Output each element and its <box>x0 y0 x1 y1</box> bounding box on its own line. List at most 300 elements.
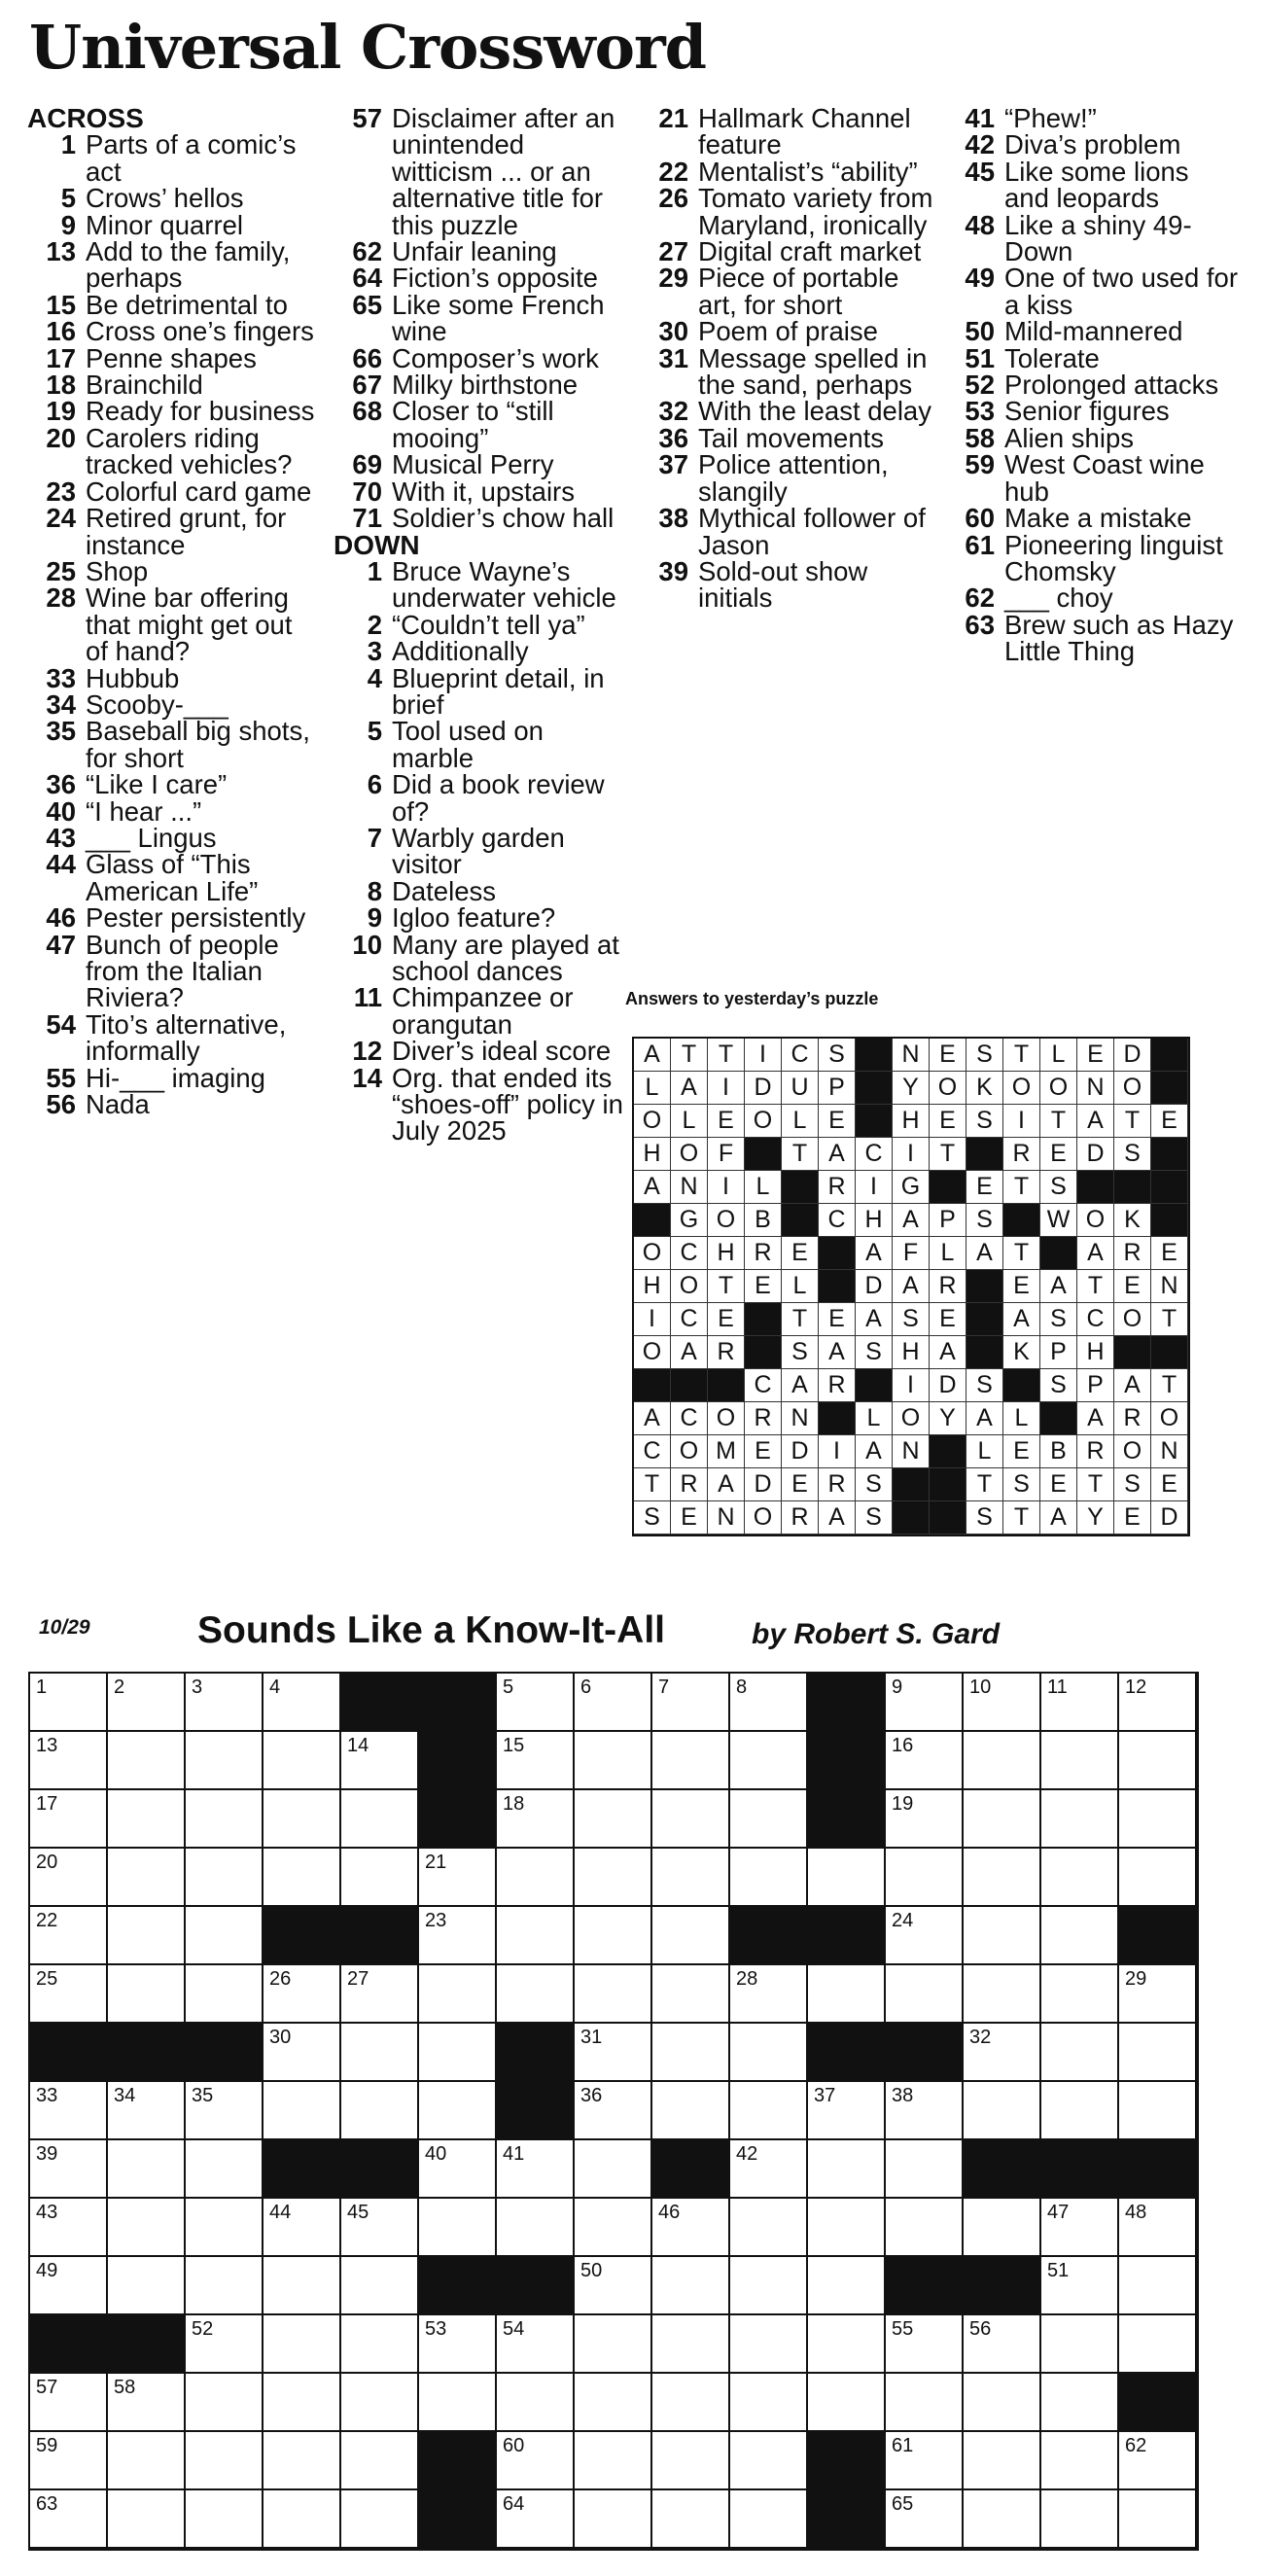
grid-cell[interactable] <box>186 1790 264 1849</box>
grid-cell[interactable] <box>808 2199 886 2257</box>
answer-block <box>819 1237 856 1270</box>
grid-cell[interactable] <box>264 2315 341 2374</box>
grid-cell[interactable] <box>964 1907 1041 1965</box>
grid-cell[interactable] <box>652 2315 730 2374</box>
grid-cell[interactable] <box>186 2257 264 2315</box>
grid-cell[interactable] <box>730 2490 808 2549</box>
grid-cell[interactable] <box>419 2140 497 2199</box>
grid-cell[interactable] <box>30 2082 108 2140</box>
grid-cell[interactable] <box>1119 2490 1197 2549</box>
grid-cell[interactable] <box>1041 1965 1119 2024</box>
grid-cell[interactable] <box>886 1965 964 2024</box>
cell-number: 36 <box>580 2085 603 2106</box>
clue-item <box>946 105 1238 131</box>
grid-cell[interactable] <box>341 2315 419 2374</box>
grid-cell[interactable] <box>1119 2024 1197 2082</box>
grid-cell[interactable] <box>1119 2257 1197 2315</box>
grid-cell[interactable] <box>341 1849 419 1907</box>
clue-number: 9 <box>367 902 382 934</box>
grid-cell[interactable] <box>964 2082 1041 2140</box>
grid-cell[interactable] <box>575 1907 652 1965</box>
clue-item <box>334 929 630 986</box>
grid-cell[interactable] <box>964 2374 1041 2432</box>
clue-number: 41 <box>965 103 995 133</box>
grid-cell[interactable] <box>341 2490 419 2549</box>
grid-cell[interactable] <box>186 2490 264 2549</box>
grid-cell[interactable] <box>264 2374 341 2432</box>
grid-cell[interactable] <box>497 1674 575 1732</box>
grid-cell[interactable] <box>30 1907 108 1965</box>
grid-cell[interactable] <box>1041 1907 1119 1965</box>
answer-cell: A <box>671 1336 708 1369</box>
grid-cell[interactable] <box>964 2199 1041 2257</box>
grid-cell[interactable] <box>964 2315 1041 2374</box>
clue-item <box>27 769 319 800</box>
grid-cell[interactable] <box>264 1674 341 1732</box>
grid-cell[interactable] <box>886 2315 964 2374</box>
grid-cell[interactable] <box>730 1965 808 2024</box>
grid-cell[interactable] <box>186 2082 264 2140</box>
clue-text: Blueprint detail, in brief <box>392 662 605 720</box>
grid-cell[interactable] <box>30 1965 108 2024</box>
grid-cell[interactable] <box>730 2199 808 2257</box>
grid-cell[interactable] <box>964 1674 1041 1732</box>
answer-cell: R <box>1077 1435 1114 1468</box>
clue-number: 48 <box>965 209 995 240</box>
clue-number: 49 <box>965 263 995 294</box>
grid-cell[interactable] <box>30 1674 108 1732</box>
answer-cell: T <box>1151 1303 1188 1336</box>
grid-cell[interactable] <box>575 2024 652 2082</box>
answer-cell: T <box>1151 1369 1188 1402</box>
grid-cell[interactable] <box>964 2024 1041 2082</box>
grid-cell[interactable] <box>1119 2082 1197 2140</box>
grid-cell[interactable] <box>808 1849 886 1907</box>
grid-cell[interactable] <box>108 1849 186 1907</box>
answer-cell: S <box>856 1501 893 1535</box>
grid-cell[interactable] <box>886 1732 964 1790</box>
clue-item <box>640 265 941 318</box>
grid-cell[interactable] <box>730 1790 808 1849</box>
grid-cell[interactable] <box>186 2432 264 2490</box>
grid-cell[interactable] <box>419 1965 497 2024</box>
grid-cell[interactable] <box>575 2082 652 2140</box>
grid-cell[interactable] <box>1119 2432 1197 2490</box>
grid-cell[interactable] <box>341 2374 419 2432</box>
grid-cell[interactable] <box>886 1790 964 1849</box>
answer-cell: E <box>1077 1039 1114 1072</box>
clue-number: 54 <box>46 1008 76 1040</box>
grid-cell[interactable] <box>652 2432 730 2490</box>
answer-cell: A <box>1040 1501 1077 1535</box>
grid-cell[interactable] <box>730 2432 808 2490</box>
grid-cell[interactable] <box>30 2199 108 2257</box>
grid-cell[interactable] <box>264 2199 341 2257</box>
grid-cell[interactable] <box>341 2432 419 2490</box>
grid-cell[interactable] <box>652 1674 730 1732</box>
grid-cell[interactable] <box>341 1790 419 1849</box>
clue-text: Brew such as Hazy Little Thing <box>1004 609 1234 667</box>
clue-text: Sold-out show initials <box>698 555 868 614</box>
grid-cell[interactable] <box>1119 2315 1197 2374</box>
answer-block <box>745 1138 782 1171</box>
grid-cell[interactable] <box>30 2490 108 2549</box>
clue-number: 4 <box>367 662 382 693</box>
clue-item <box>640 422 941 453</box>
answer-cell: I <box>856 1171 893 1204</box>
answer-cell: R <box>930 1270 966 1303</box>
cell-number: 51 <box>1047 2260 1070 2281</box>
clue-number: 1 <box>367 555 382 586</box>
answer-cell: E <box>1003 1270 1040 1303</box>
grid-cell[interactable] <box>108 1790 186 1849</box>
grid-cell[interactable] <box>1041 2024 1119 2082</box>
grid-cell[interactable] <box>264 1790 341 1849</box>
answer-cell: T <box>1077 1468 1114 1501</box>
grid-cell[interactable] <box>108 2140 186 2199</box>
grid-cell[interactable] <box>652 1790 730 1849</box>
grid-cell[interactable] <box>575 2199 652 2257</box>
grid-cell[interactable] <box>1041 2315 1119 2374</box>
grid-cell[interactable] <box>886 2490 964 2549</box>
grid-block <box>419 1732 497 1790</box>
grid-cell[interactable] <box>497 2140 575 2199</box>
answer-cell: A <box>1077 1105 1114 1138</box>
grid-cell[interactable] <box>575 1790 652 1849</box>
clue-text: Hallmark Channel feature <box>698 103 911 160</box>
grid-cell[interactable] <box>108 2082 186 2140</box>
clue-number: 51 <box>965 342 995 373</box>
grid-cell[interactable] <box>886 2432 964 2490</box>
clue-item <box>27 851 319 904</box>
grid-block <box>108 2024 186 2082</box>
answer-cell: E <box>782 1468 819 1501</box>
grid-cell[interactable] <box>575 2490 652 2549</box>
grid-cell[interactable] <box>808 2315 886 2374</box>
grid-cell[interactable] <box>808 2140 886 2199</box>
grid-cell[interactable] <box>186 1849 264 1907</box>
grid-cell[interactable] <box>808 2257 886 2315</box>
grid-cell[interactable] <box>730 2024 808 2082</box>
cell-number: 43 <box>36 2202 58 2223</box>
cell-number: 40 <box>425 2143 447 2165</box>
clue-number: 55 <box>46 1062 76 1093</box>
grid-cell[interactable] <box>964 1965 1041 2024</box>
answer-block <box>893 1468 930 1501</box>
answer-cell: F <box>708 1138 745 1171</box>
clue-item <box>640 238 941 265</box>
grid-cell[interactable] <box>264 2490 341 2549</box>
clue-text: Penne shapes <box>86 342 257 373</box>
grid-cell[interactable] <box>1041 1849 1119 1907</box>
grid-cell[interactable] <box>730 1674 808 1732</box>
clue-text: Diver’s ideal score <box>392 1036 612 1067</box>
clue-item <box>27 902 319 934</box>
grid-cell[interactable] <box>186 2315 264 2374</box>
grid-cell[interactable] <box>575 1849 652 1907</box>
grid-cell[interactable] <box>30 2140 108 2199</box>
grid-cell[interactable] <box>497 2374 575 2432</box>
clue-number: 3 <box>367 636 382 667</box>
clue-text: Disclaimer after an unintended witticism ... or an alternative title for this puzzle <box>392 103 615 240</box>
grid-cell[interactable] <box>186 1674 264 1732</box>
answer-cell: A <box>856 1303 893 1336</box>
grid-cell[interactable] <box>1041 1732 1119 1790</box>
grid-cell[interactable] <box>497 1732 575 1790</box>
grid-cell[interactable] <box>419 1907 497 1965</box>
grid-cell[interactable] <box>264 1965 341 2024</box>
grid-cell[interactable] <box>497 1849 575 1907</box>
answer-cell: Y <box>1077 1501 1114 1535</box>
answer-block <box>745 1303 782 1336</box>
grid-cell[interactable] <box>341 2257 419 2315</box>
answer-cell: H <box>708 1237 745 1270</box>
answer-cell: O <box>1151 1402 1188 1435</box>
grid-cell[interactable] <box>1119 1674 1197 1732</box>
cell-number: 26 <box>269 1968 292 1990</box>
grid-cell[interactable] <box>186 2140 264 2199</box>
clue-text: “Couldn’t tell ya” <box>392 609 585 640</box>
grid-cell[interactable] <box>730 1732 808 1790</box>
grid-cell[interactable] <box>1041 2374 1119 2432</box>
clue-number: 22 <box>658 156 688 187</box>
answer-block <box>1151 1171 1188 1204</box>
grid-cell[interactable] <box>886 2374 964 2432</box>
clue-number: 25 <box>46 555 76 586</box>
answer-cell: T <box>1003 1039 1040 1072</box>
grid-cell[interactable] <box>186 1732 264 1790</box>
answer-cell: O <box>1114 1072 1151 1105</box>
answer-cell: E <box>1114 1501 1151 1535</box>
answer-cell: R <box>745 1402 782 1435</box>
grid-cell[interactable] <box>1041 2432 1119 2490</box>
grid-cell[interactable] <box>186 2374 264 2432</box>
grid-cell[interactable] <box>1119 2199 1197 2257</box>
grid-cell[interactable] <box>419 2082 497 2140</box>
grid-cell[interactable] <box>264 2082 341 2140</box>
grid-cell[interactable] <box>264 2432 341 2490</box>
grid-cell[interactable] <box>186 1907 264 1965</box>
grid-cell[interactable] <box>186 1965 264 2024</box>
grid-cell[interactable] <box>886 2199 964 2257</box>
clue-number: 61 <box>965 529 995 560</box>
grid-cell[interactable] <box>1119 1965 1197 2024</box>
grid-cell[interactable] <box>419 2374 497 2432</box>
section-heading: DOWN <box>334 529 420 560</box>
grid-cell[interactable] <box>652 2082 730 2140</box>
grid-cell[interactable] <box>575 2257 652 2315</box>
answer-cell: T <box>1003 1501 1040 1535</box>
grid-cell[interactable] <box>1041 2490 1119 2549</box>
grid-cell[interactable] <box>419 2315 497 2374</box>
grid-cell[interactable] <box>497 2490 575 2549</box>
grid-cell[interactable] <box>30 1790 108 1849</box>
grid-cell[interactable] <box>497 2432 575 2490</box>
grid-cell[interactable] <box>964 2432 1041 2490</box>
grid-cell[interactable] <box>108 1965 186 2024</box>
grid-cell[interactable] <box>652 1849 730 1907</box>
grid-cell[interactable] <box>730 1849 808 1907</box>
grid-cell[interactable] <box>30 1849 108 1907</box>
grid-cell[interactable] <box>575 2140 652 2199</box>
clue-text: Prolonged attacks <box>1004 370 1219 401</box>
grid-cell[interactable] <box>575 1965 652 2024</box>
grid-cell[interactable] <box>264 1732 341 1790</box>
answer-cell: R <box>819 1171 856 1204</box>
cell-number: 1 <box>36 1676 48 1698</box>
answer-cell: K <box>966 1072 1003 1105</box>
grid-cell[interactable] <box>497 2199 575 2257</box>
clue-number: 64 <box>352 263 382 294</box>
grid-cell[interactable] <box>886 1674 964 1732</box>
grid-cell[interactable] <box>108 1732 186 1790</box>
answer-cell: H <box>634 1138 671 1171</box>
grid-cell[interactable] <box>964 2490 1041 2549</box>
grid-cell[interactable] <box>264 2257 341 2315</box>
grid-cell[interactable] <box>497 2315 575 2374</box>
cell-number: 32 <box>969 2027 992 2048</box>
grid-cell[interactable] <box>575 1674 652 1732</box>
grid-cell[interactable] <box>497 1965 575 2024</box>
clue-text: Fiction’s opposite <box>392 263 598 294</box>
grid-cell[interactable] <box>1119 1732 1197 1790</box>
grid-cell[interactable] <box>1119 1790 1197 1849</box>
cell-number: 60 <box>503 2435 525 2456</box>
cell-number: 31 <box>580 2027 603 2048</box>
grid-cell[interactable] <box>1041 1790 1119 1849</box>
grid-cell[interactable] <box>808 2082 886 2140</box>
cell-number: 35 <box>192 2085 214 2106</box>
clue-item <box>334 342 630 373</box>
clue-number: 18 <box>46 370 76 401</box>
clue-number: 70 <box>352 476 382 507</box>
grid-cell[interactable] <box>108 1674 186 1732</box>
clue-item <box>946 451 1238 505</box>
grid-cell[interactable] <box>886 1907 964 1965</box>
answer-cell: O <box>708 1204 745 1237</box>
grid-cell[interactable] <box>575 2432 652 2490</box>
clue-item <box>334 370 630 401</box>
grid-cell[interactable] <box>652 2024 730 2082</box>
clue-number: 42 <box>965 129 995 160</box>
grid-cell[interactable] <box>108 2432 186 2490</box>
answer-block <box>966 1138 1003 1171</box>
answer-cell: K <box>1003 1336 1040 1369</box>
grid-cell[interactable] <box>30 2257 108 2315</box>
grid-cell[interactable] <box>730 2257 808 2315</box>
grid-cell[interactable] <box>419 2024 497 2082</box>
grid-cell[interactable] <box>341 2082 419 2140</box>
grid-cell[interactable] <box>341 1965 419 2024</box>
grid-cell[interactable] <box>575 2374 652 2432</box>
grid-cell[interactable] <box>108 2257 186 2315</box>
grid-cell[interactable] <box>652 1965 730 2024</box>
answer-block <box>819 1402 856 1435</box>
grid-cell[interactable] <box>264 2024 341 2082</box>
answer-cell: S <box>966 1204 1003 1237</box>
grid-cell[interactable] <box>419 2199 497 2257</box>
grid-cell[interactable] <box>730 2315 808 2374</box>
grid-cell[interactable] <box>652 2257 730 2315</box>
grid-cell[interactable] <box>652 1732 730 1790</box>
answer-cell: R <box>671 1468 708 1501</box>
answer-cell: I <box>893 1369 930 1402</box>
grid-cell[interactable] <box>108 2199 186 2257</box>
grid-cell[interactable] <box>730 2374 808 2432</box>
clue-number: 67 <box>352 370 382 401</box>
grid-cell[interactable] <box>652 2199 730 2257</box>
answer-cell: E <box>966 1171 1003 1204</box>
grid-block <box>886 2257 964 2315</box>
grid-cell[interactable] <box>886 2140 964 2199</box>
clue-item <box>640 185 941 238</box>
grid-cell[interactable] <box>1119 1849 1197 1907</box>
clue-text: Composer’s work <box>392 342 599 373</box>
answer-block <box>1003 1369 1040 1402</box>
grid-cell[interactable] <box>964 1732 1041 1790</box>
cell-number: 64 <box>503 2493 525 2515</box>
grid-cell[interactable] <box>497 1907 575 1965</box>
grid-cell[interactable] <box>30 2432 108 2490</box>
grid-cell[interactable] <box>652 2490 730 2549</box>
grid-cell[interactable] <box>497 1790 575 1849</box>
grid-cell[interactable] <box>264 1849 341 1907</box>
grid-cell[interactable] <box>1041 1674 1119 1732</box>
answer-cell: O <box>671 1435 708 1468</box>
answer-cell: O <box>671 1270 708 1303</box>
clue-item <box>27 478 319 505</box>
clue-text: Hubbub <box>86 662 180 693</box>
grid-cell[interactable] <box>652 2374 730 2432</box>
grid-cell[interactable] <box>808 2374 886 2432</box>
grid-cell[interactable] <box>652 1907 730 1965</box>
answer-cell: I <box>893 1138 930 1171</box>
grid-cell[interactable] <box>341 2024 419 2082</box>
grid-cell[interactable] <box>419 1849 497 1907</box>
grid-cell[interactable] <box>575 2315 652 2374</box>
grid-cell[interactable] <box>186 2199 264 2257</box>
grid-cell[interactable] <box>575 1732 652 1790</box>
answer-block <box>1151 1072 1188 1105</box>
grid-cell[interactable] <box>30 2374 108 2432</box>
grid-cell[interactable] <box>886 2082 964 2140</box>
cell-number: 9 <box>892 1676 903 1698</box>
grid-cell[interactable] <box>964 1790 1041 1849</box>
answer-cell: A <box>819 1138 856 1171</box>
grid-cell[interactable] <box>886 1849 964 1907</box>
grid-cell[interactable] <box>730 2082 808 2140</box>
answer-cell: O <box>1040 1072 1077 1105</box>
answer-cell: P <box>819 1072 856 1105</box>
clue-text: Igloo feature? <box>392 902 556 934</box>
answer-cell: O <box>1114 1303 1151 1336</box>
grid-cell[interactable] <box>341 2199 419 2257</box>
grid-cell[interactable] <box>108 1907 186 1965</box>
grid-cell[interactable] <box>108 2374 186 2432</box>
grid-cell[interactable] <box>1041 2257 1119 2315</box>
grid-cell[interactable] <box>964 1849 1041 1907</box>
grid-cell[interactable] <box>341 1732 419 1790</box>
grid-cell[interactable] <box>30 1732 108 1790</box>
clue-text: Make a mistake <box>1004 503 1192 534</box>
grid-cell[interactable] <box>1041 2082 1119 2140</box>
clue-number: 45 <box>965 156 995 187</box>
grid-cell[interactable] <box>808 1965 886 2024</box>
grid-cell[interactable] <box>730 2140 808 2199</box>
grid-cell[interactable] <box>1041 2199 1119 2257</box>
cell-number: 58 <box>114 2377 136 2398</box>
grid-cell[interactable] <box>108 2490 186 2549</box>
